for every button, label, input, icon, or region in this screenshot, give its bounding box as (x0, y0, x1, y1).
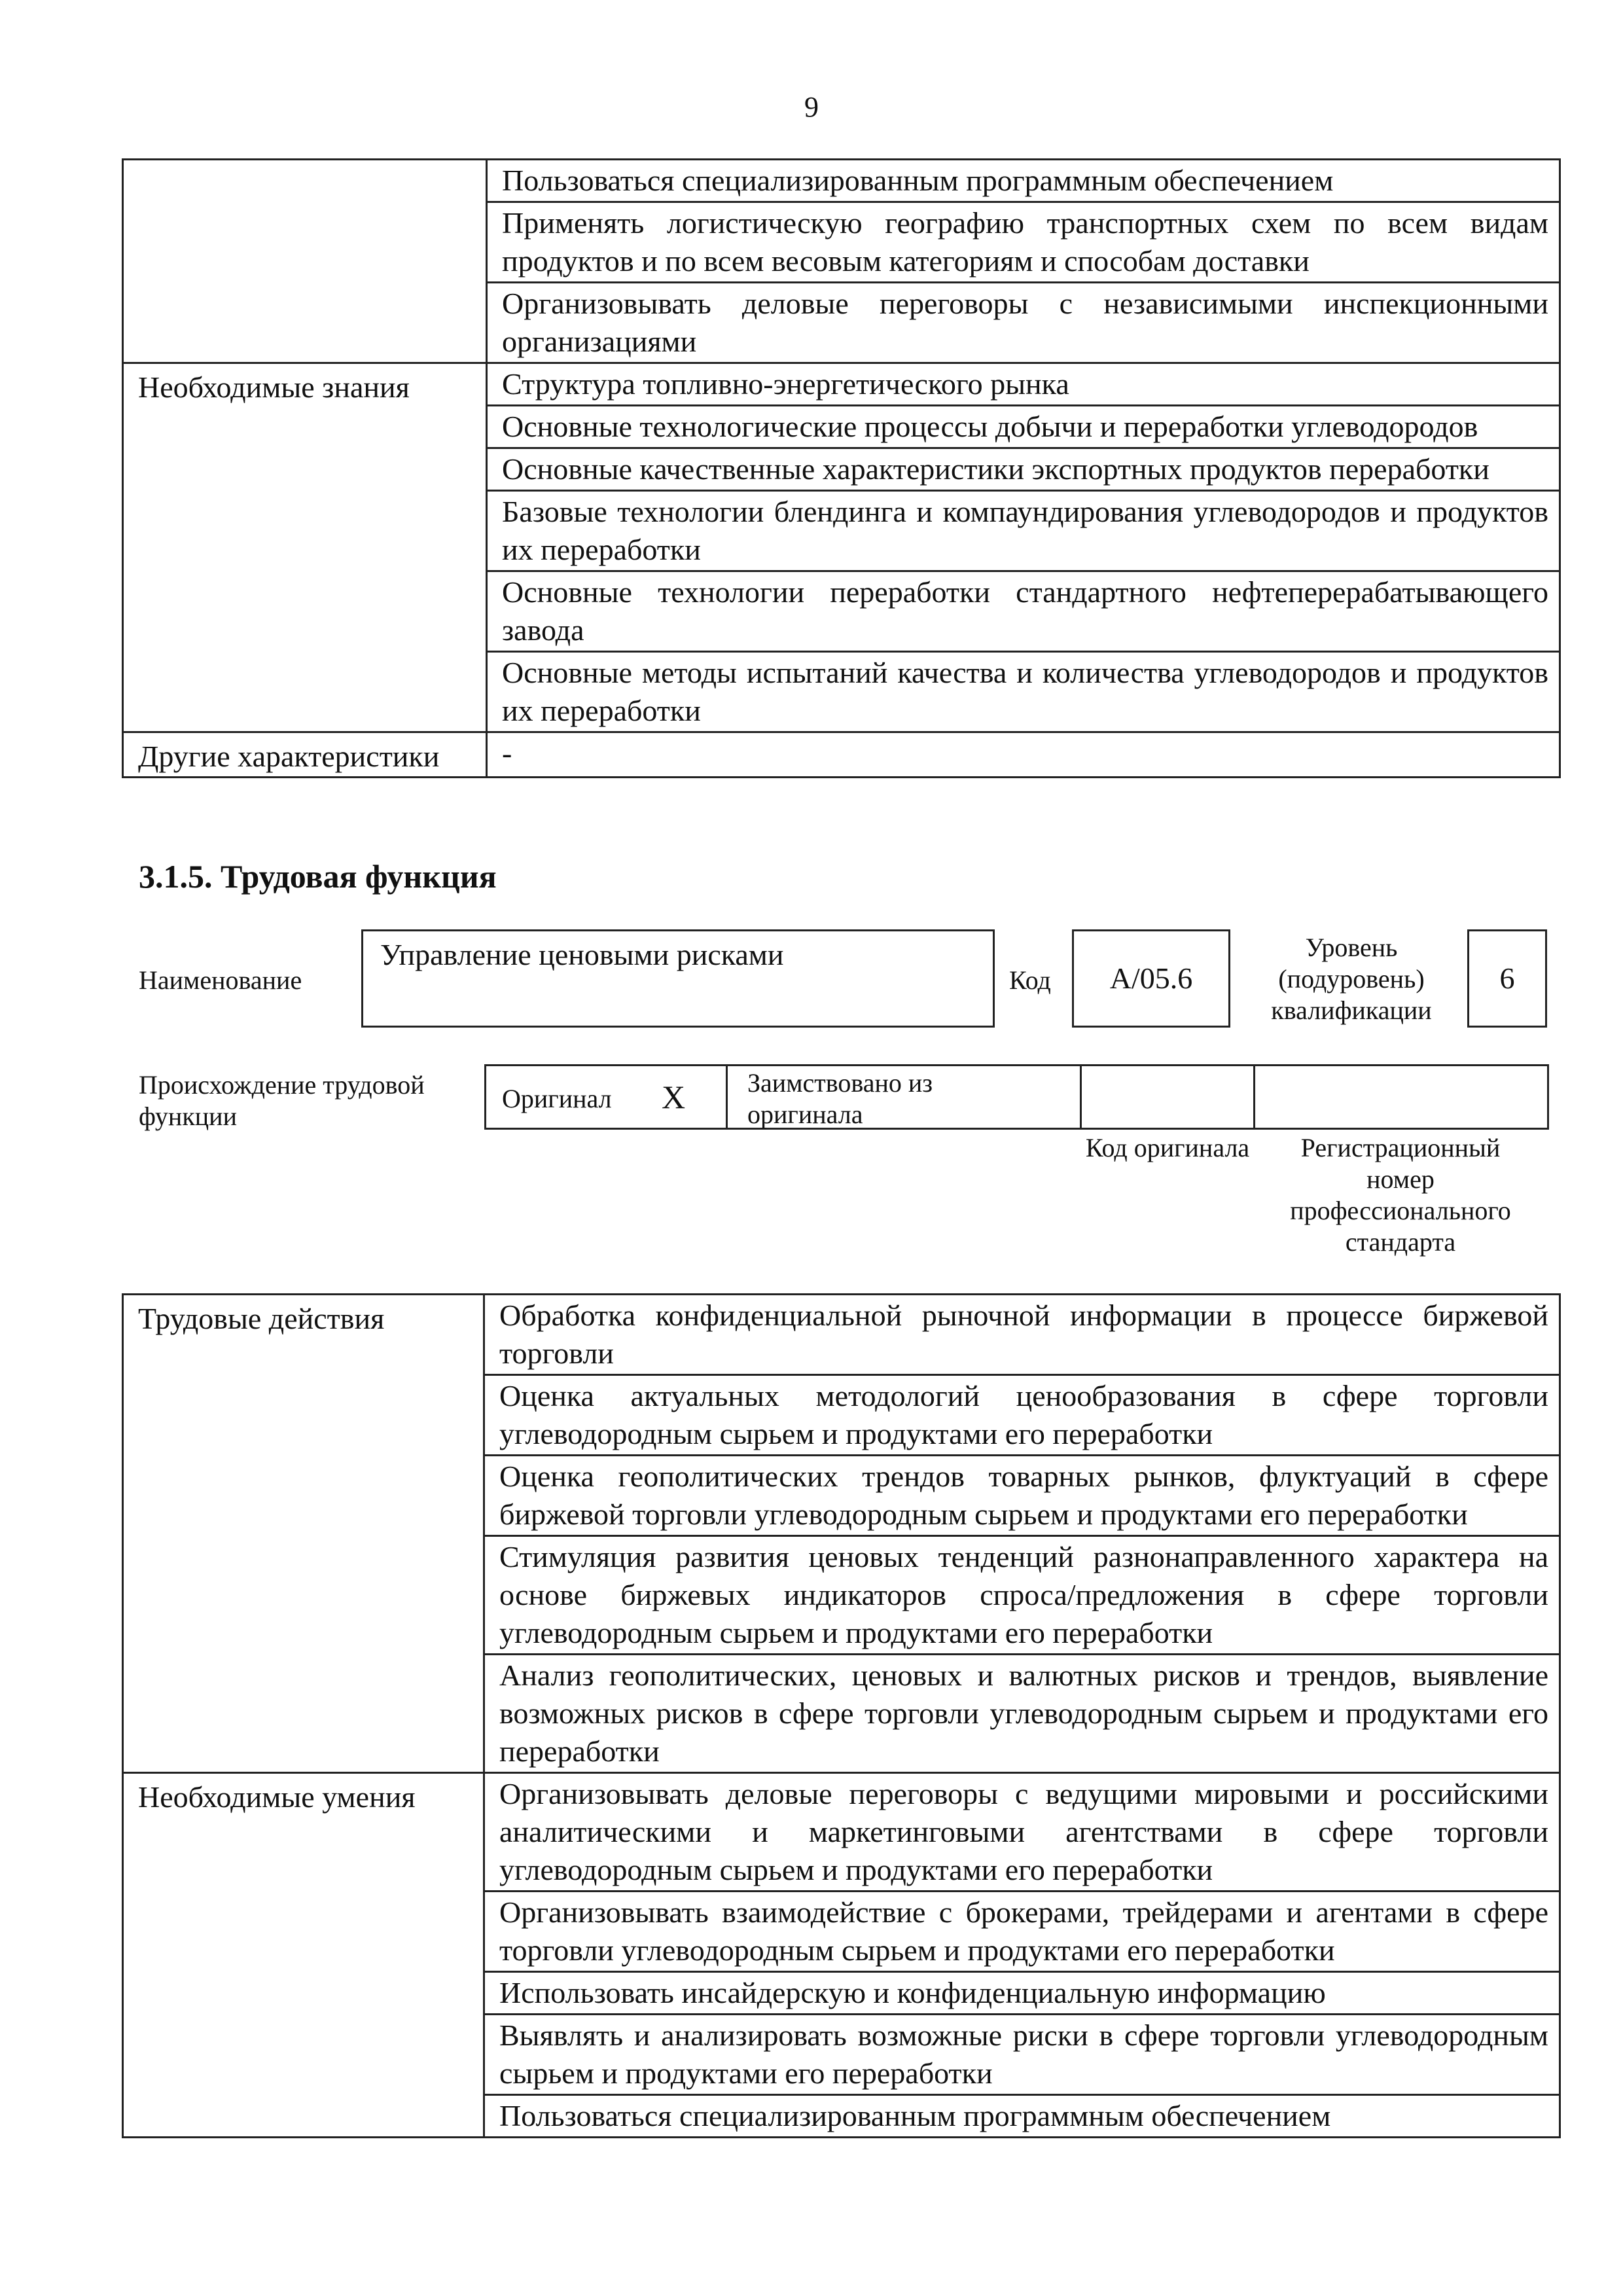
reg-number-label: Регистрационный номер профессионального стандарта (1290, 1133, 1511, 1257)
borrowed-box (726, 1064, 1082, 1130)
list-item: Применять логистическую географию транспортных схем по всем видам продуктов и по всем весовым категориям и способам доставки (488, 201, 1559, 281)
table-row (123, 160, 1560, 363)
actions-cell (484, 1295, 1560, 1773)
other-characteristics-label: Другие характеристики (123, 732, 487, 778)
list-item: Оценка геополитических трендов товарных рынков, флуктуаций в сфере биржевой торговли углеводородным сырьем и продуктами его переработки (485, 1454, 1559, 1535)
table-row (123, 1295, 1560, 1773)
list-item: Анализ геополитических, ценовых и валютных рисков и трендов, выявление возможных рисков в сфере торговли углеводородным сырьем и продуктами его переработки (485, 1653, 1559, 1772)
reg-number-box (1253, 1064, 1549, 1130)
code-box (1072, 929, 1230, 1028)
page-number: 9 (804, 91, 819, 123)
table-row (123, 363, 1560, 732)
code-label: Код (1009, 965, 1051, 995)
list-item: Базовые технологии блендинга и компаундирования углеводородов и продуктов их переработки (488, 490, 1559, 570)
list-item: Организовывать деловые переговоры с ведущими мировыми и российскими аналитическими и маркетинговыми агентствами в сфере торговли углеводородным сырьем и продуктами его переработки (499, 1777, 1548, 1886)
level-label: Уровень (подуровень) квалификации (1271, 933, 1432, 1025)
list-item: Структура топливно-энергетического рынка (502, 367, 1069, 401)
list-item: Использовать инсайдерскую и конфиденциальную информацию (485, 1971, 1559, 2013)
empty-label-cell (123, 160, 487, 363)
labor-function-table (122, 1293, 1561, 2138)
original-box (484, 1064, 728, 1130)
list-item: Основные технологии переработки стандартного нефтеперерабатывающего завода (488, 570, 1559, 651)
level-box (1467, 929, 1547, 1028)
knowledge-label: Необходимые знания (123, 363, 487, 732)
list-item: Оценка актуальных методологий ценообразования в сфере торговли углеводородным сырьем и продуктами его переработки (485, 1374, 1559, 1454)
function-name-box (361, 929, 995, 1028)
name-label: Наименование (139, 965, 302, 995)
original-code-label: Код оригинала (1085, 1133, 1250, 1162)
requirements-table-continued (122, 158, 1561, 778)
list-item: Основные качественные характеристики экспортных продуктов переработки (488, 447, 1559, 490)
code-value: А/05.6 (1109, 961, 1193, 995)
list-item: Стимуляция развития ценовых тенденций разнонаправленного характера на основе биржевых индикаторов спроса/предложения в сфере торговли углеводородным сырьем и продуктами его переработки (485, 1535, 1559, 1653)
list-item: Организовывать деловые переговоры с независимыми инспекционными организациями (488, 281, 1559, 362)
list-item: Организовывать взаимодействие с брокерами, трейдерами и агентами в сфере торговли углеводородным сырьем и продуктами его переработки (485, 1890, 1559, 1971)
original-label: Оригинал (502, 1084, 612, 1113)
list-item: Пользоваться специализированным программным обеспечением (502, 164, 1334, 197)
skills-continued-cell (487, 160, 1560, 363)
other-characteristics-cell (487, 732, 1560, 778)
skills-cell (484, 1773, 1560, 2138)
list-item: Пользоваться специализированным программным обеспечением (485, 2094, 1559, 2136)
list-item: Основные методы испытаний качества и количества углеводородов и продуктов их переработки (488, 651, 1559, 731)
function-name: Управление ценовыми рисками (380, 938, 784, 971)
actions-label: Трудовые действия (123, 1295, 484, 1773)
skills-label: Необходимые умения (123, 1773, 484, 2138)
list-item: Основные технологические процессы добычи и переработки углеводородов (488, 404, 1559, 447)
borrowed-label: Заимствовано из оригинала (747, 1068, 933, 1129)
original-code-box (1080, 1064, 1255, 1130)
knowledge-cell (487, 363, 1560, 732)
original-mark: X (662, 1079, 686, 1115)
origin-label: Происхождение трудовой функции (139, 1070, 425, 1131)
list-item: Выявлять и анализировать возможные риски в сфере торговли углеводородным сырьем и продуктами его переработки (485, 2013, 1559, 2094)
section-title: 3.1.5. Трудовая функция (139, 858, 497, 895)
table-row (123, 732, 1560, 778)
level-value: 6 (1499, 961, 1515, 995)
list-item: Обработка конфиденциальной рыночной информации в процессе биржевой торговли (499, 1299, 1548, 1370)
table-row (123, 1773, 1560, 2138)
other-characteristics-value: - (502, 736, 512, 770)
